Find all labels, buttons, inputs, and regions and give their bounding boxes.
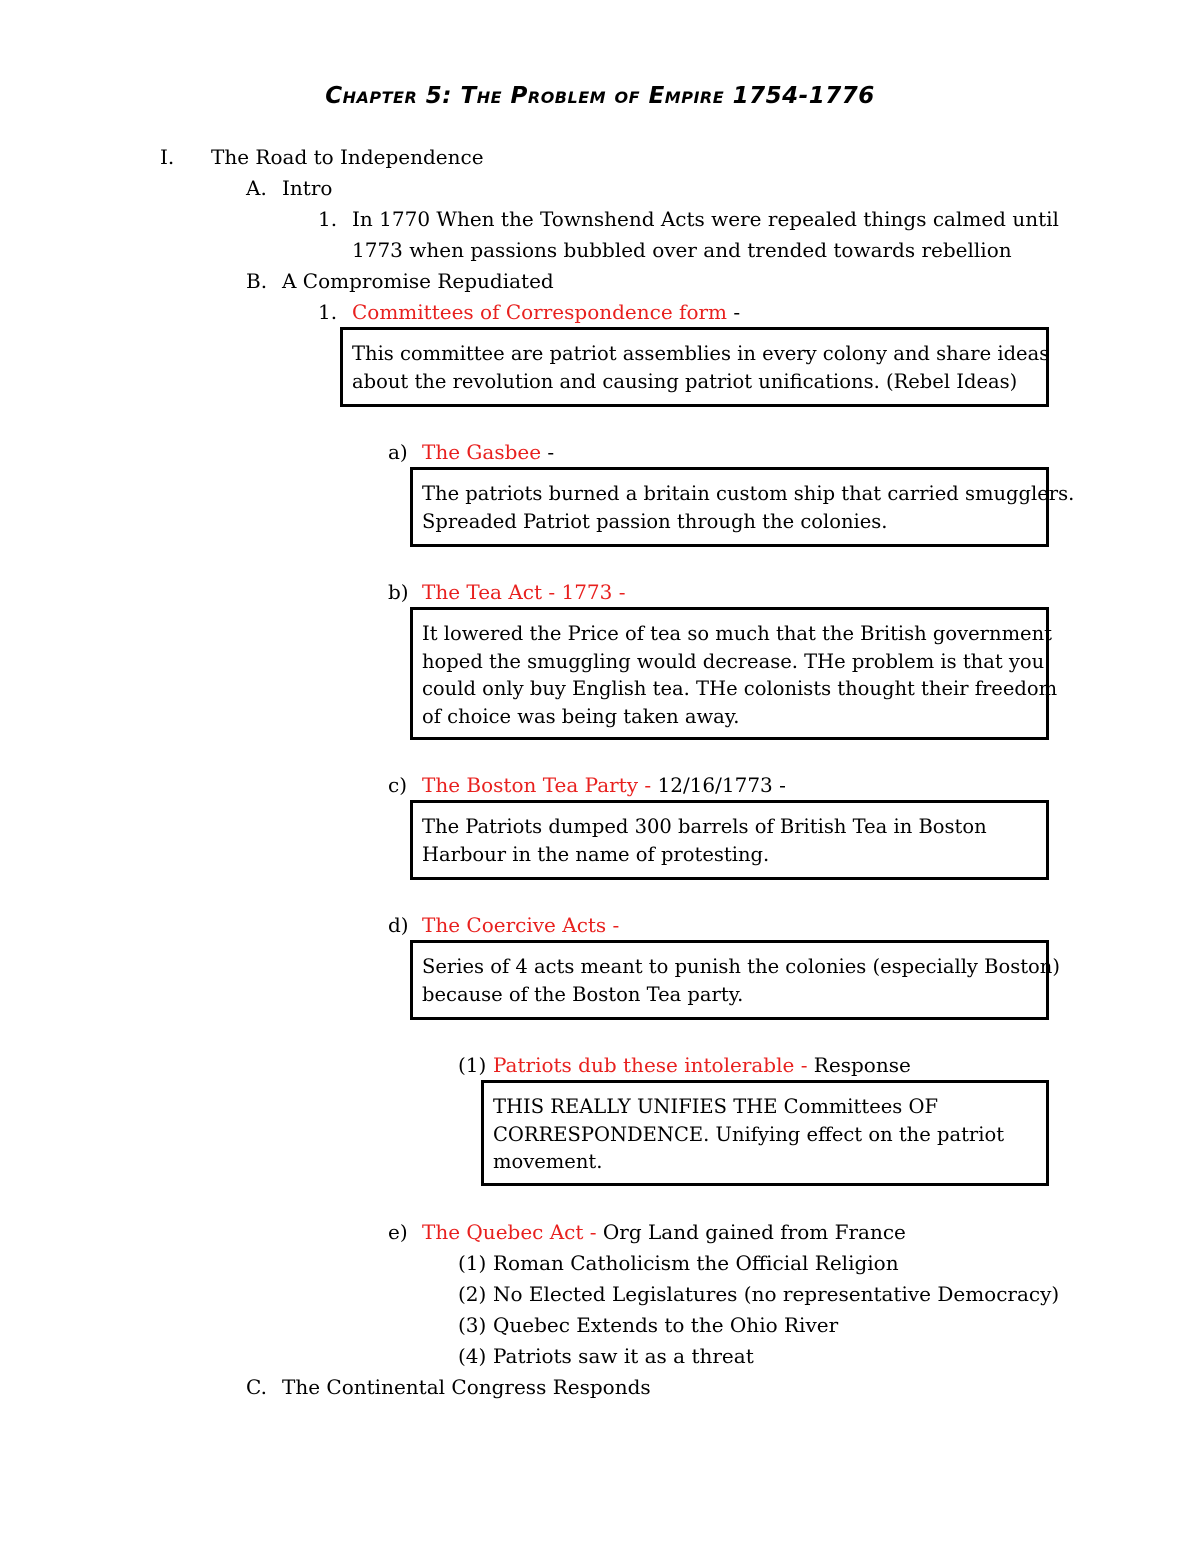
- outline-marker-b: B.: [246, 269, 268, 293]
- outline-marker-be4: (4): [458, 1344, 487, 1368]
- note-line: Series of 4 acts meant to punish the colonies (especially Boston): [422, 955, 1060, 978]
- outline-marker-a: A.: [246, 176, 267, 200]
- note-line: Harbour in the name of protesting.: [422, 842, 770, 866]
- note-line: CORRESPONDENCE. Unifying effect on the patriot: [493, 1122, 1005, 1146]
- note-line: Spreaded Patriot passion through the colonies.: [422, 509, 888, 533]
- intro-text-line1: In 1770 When the Townshend Acts were repealed things calmed until: [352, 207, 1059, 231]
- note-line: because of the Boston Tea party.: [422, 982, 744, 1006]
- topic-tea-act: The Tea Act - 1773 -: [422, 580, 626, 604]
- outline-marker-bc: c): [388, 773, 408, 797]
- topic-committees: [352, 300, 740, 324]
- note-box-committees: [340, 327, 1049, 407]
- note-line: of choice was being taken away.: [422, 704, 740, 728]
- note-box-tea-act: [410, 607, 1058, 740]
- outline-marker-b1: 1.: [318, 300, 338, 324]
- topic-tail: Response: [807, 1053, 911, 1077]
- outline-marker-be3: (3): [458, 1313, 487, 1337]
- note-line: The Patriots dumped 300 barrels of British Tea in Boston: [422, 815, 987, 838]
- topic-gasbee: [422, 440, 554, 464]
- topic-tail: Org Land gained from France: [596, 1220, 906, 1244]
- outline-marker-bd: d): [388, 913, 409, 937]
- note-box-boston-tea-party: [410, 800, 1049, 880]
- note-box-coercive-acts: [410, 940, 1060, 1020]
- topic-intolerable: [493, 1053, 911, 1077]
- topic-dash: -: [727, 300, 741, 324]
- topic-dash: -: [541, 440, 555, 464]
- topic-date: 12/16/1773 -: [651, 773, 786, 797]
- note-line: THIS REALLY UNIFIES THE Committees OF: [493, 1095, 939, 1118]
- note-line: movement.: [493, 1150, 603, 1173]
- list-item: Patriots saw it as a threat: [493, 1344, 754, 1368]
- page-title: Chapter 5: The Problem of Empire 1754-1776: [325, 83, 875, 109]
- subsection-heading-b: A Compromise Repudiated: [282, 269, 554, 293]
- topic-label: The Quebec Act -: [422, 1220, 597, 1244]
- note-box-gasbee: [410, 467, 1075, 547]
- subsection-heading-a: Intro: [282, 176, 333, 200]
- note-line: hoped the smuggling would decrease. THe problem is that you: [422, 649, 1045, 673]
- note-box-intolerable: [481, 1080, 1049, 1186]
- note-line: It lowered the Price of tea so much that the British government: [422, 622, 1052, 645]
- topic-coercive-acts: The Coercive Acts -: [422, 913, 620, 937]
- outline-marker-bb: b): [388, 580, 409, 604]
- topic-label: The Gasbee: [422, 440, 542, 464]
- outline-marker-be: e): [388, 1220, 408, 1244]
- subsection-heading-c: The Continental Congress Responds: [282, 1375, 651, 1399]
- outline-marker-i: I.: [160, 145, 175, 169]
- list-item: Roman Catholicism the Official Religion: [493, 1251, 899, 1275]
- list-item: No Elected Legislatures (no representative Democracy): [493, 1282, 1060, 1306]
- outline-marker-ba: a): [388, 440, 408, 464]
- outline-marker-a1: 1.: [318, 207, 338, 231]
- note-line: about the revolution and causing patriot unifications. (Rebel Ideas): [352, 369, 1018, 393]
- outline-marker-c: C.: [246, 1375, 267, 1399]
- topic-label: Patriots dub these intolerable -: [493, 1053, 808, 1077]
- note-line: This committee are patriot assemblies in every colony and share ideas: [352, 342, 1050, 365]
- topic-label: The Boston Tea Party -: [422, 773, 652, 797]
- outline-marker-bd1: (1): [458, 1053, 487, 1077]
- topic-boston-tea-party: [422, 773, 786, 797]
- note-line: The patriots burned a britain custom ship that carried smugglers.: [422, 482, 1075, 505]
- intro-text-line2: 1773 when passions bubbled over and trended towards rebellion: [352, 238, 1012, 262]
- topic-quebec-act: [422, 1220, 906, 1244]
- section-heading: The Road to Independence: [211, 145, 484, 169]
- topic-label: Committees of Correspondence form: [352, 300, 728, 324]
- note-line: could only buy English tea. THe colonists thought their freedom: [422, 677, 1058, 700]
- list-item: Quebec Extends to the Ohio River: [493, 1313, 839, 1337]
- outline-marker-be1: (1): [458, 1251, 487, 1275]
- outline-marker-be2: (2): [458, 1282, 487, 1306]
